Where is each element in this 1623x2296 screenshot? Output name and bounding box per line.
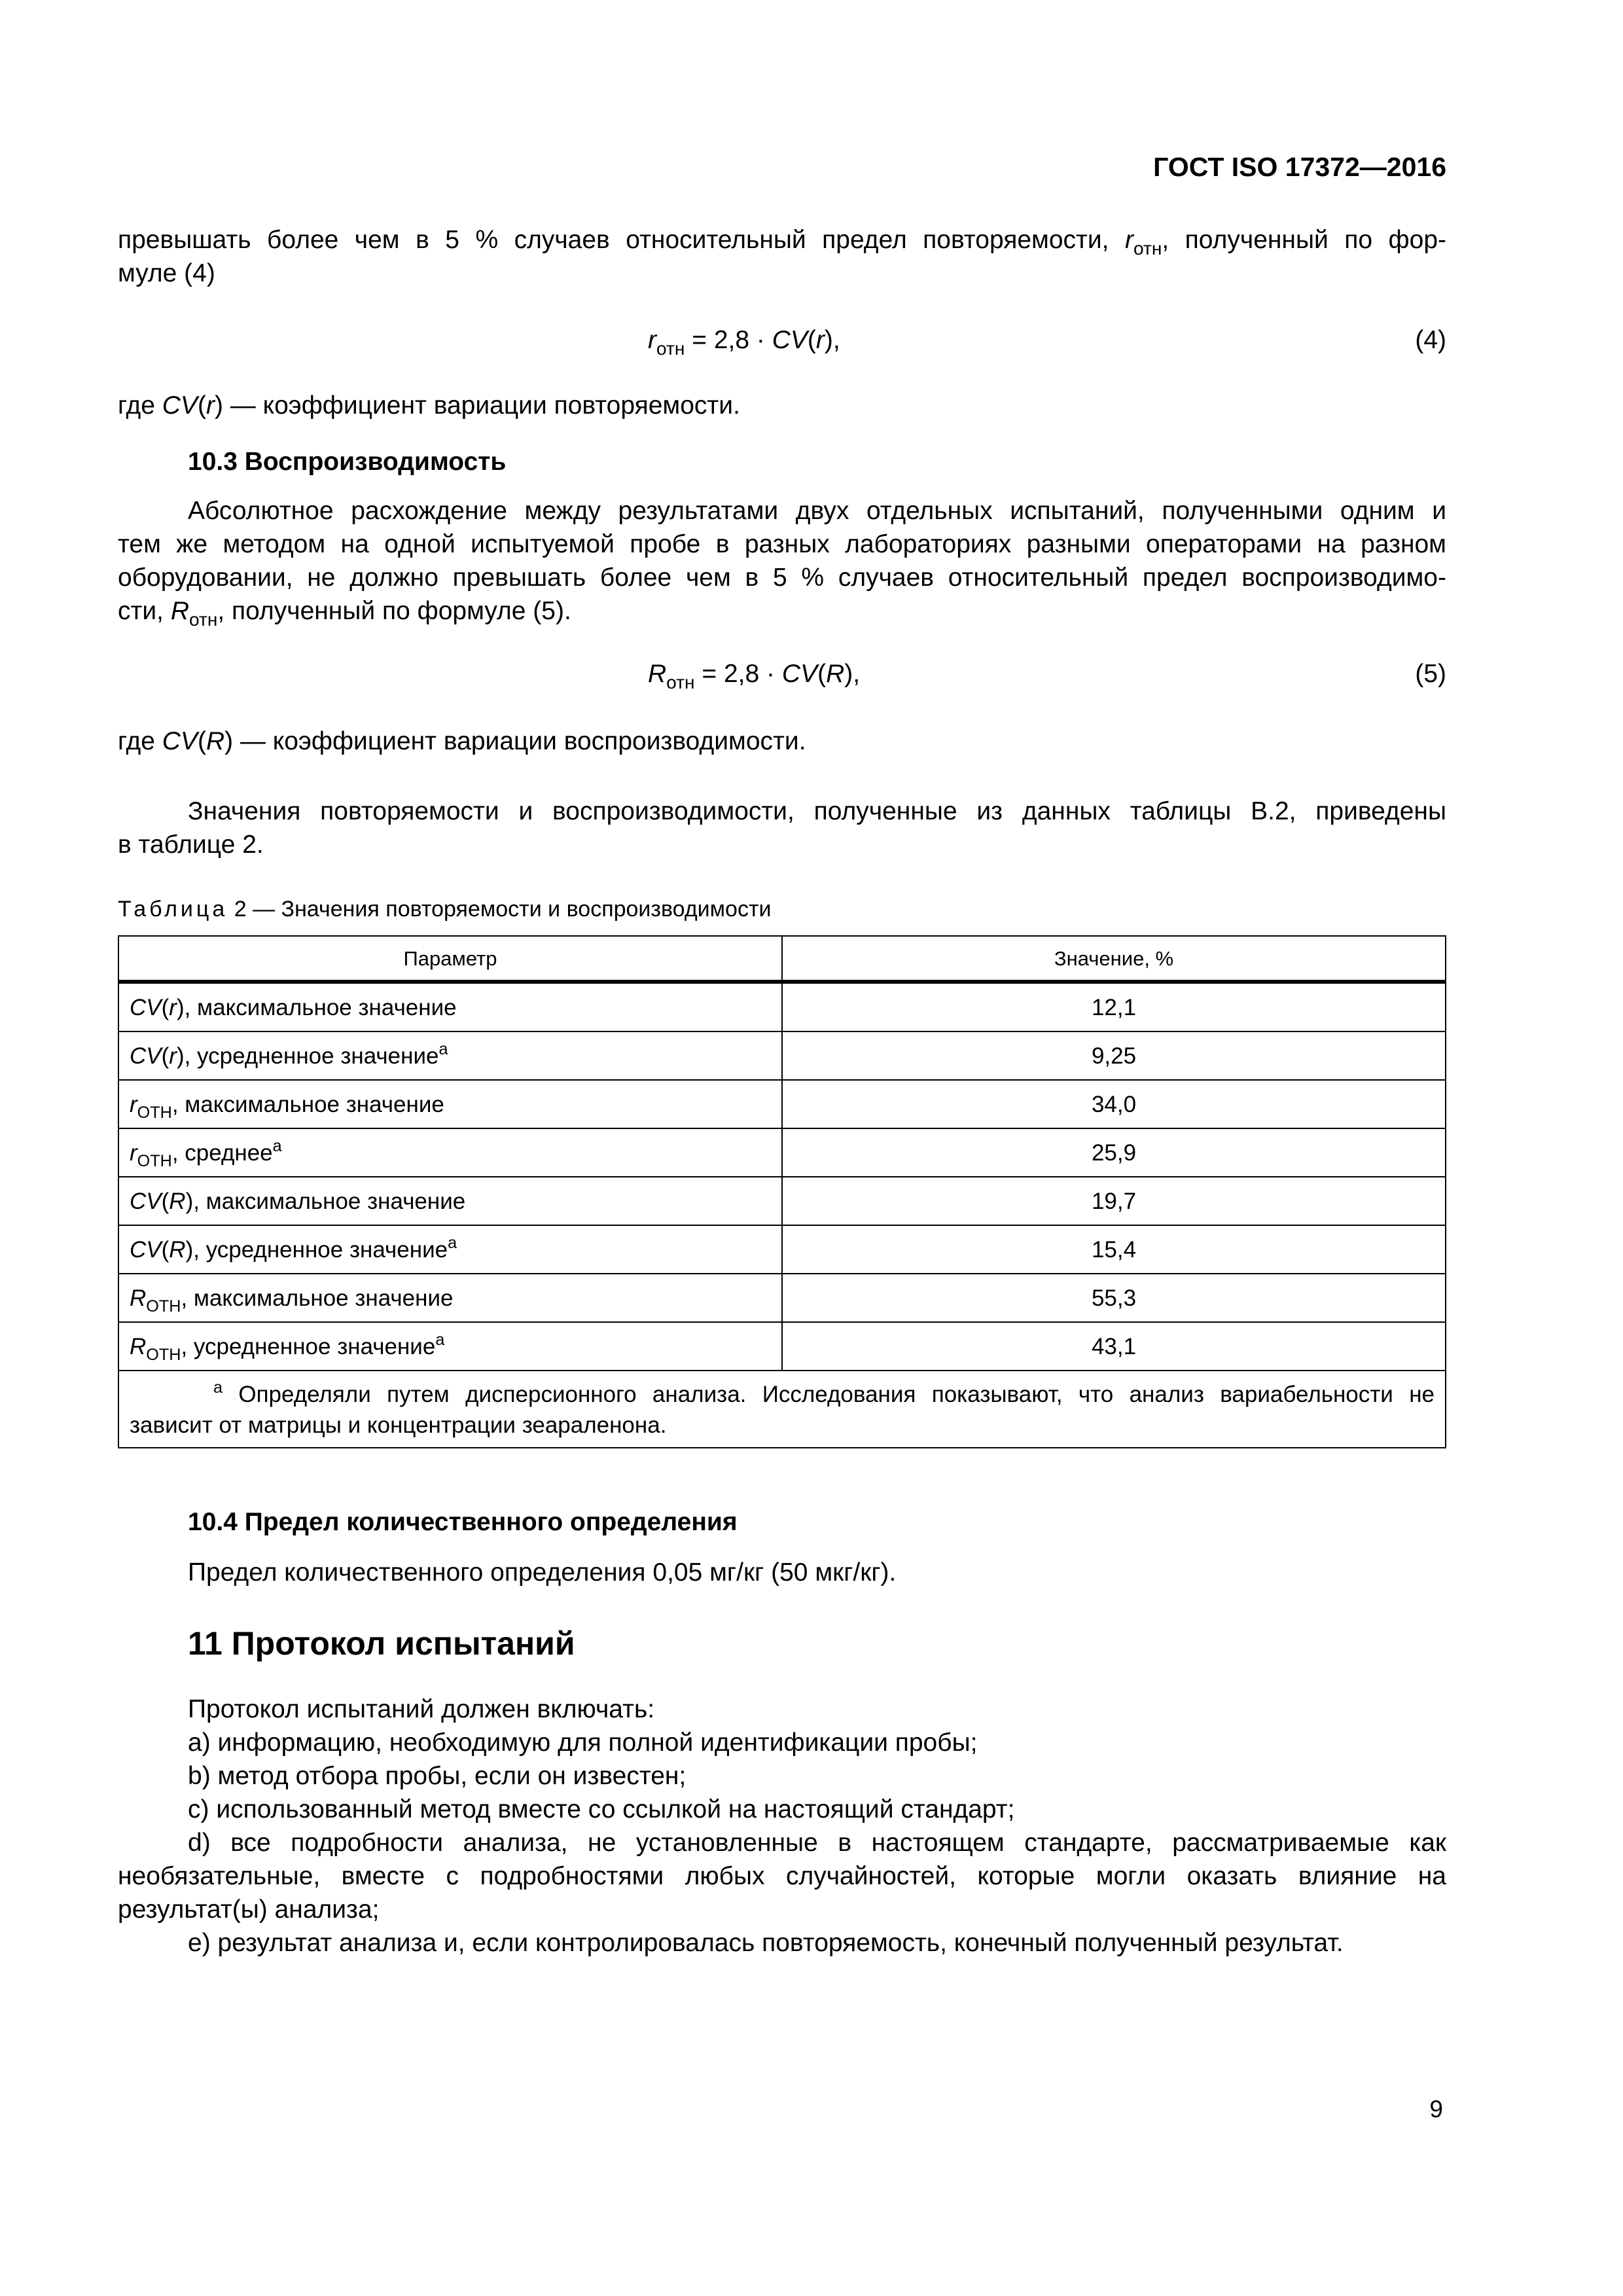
value-cell: 25,9 bbox=[782, 1128, 1446, 1177]
table-row bbox=[118, 1080, 1446, 1128]
where-cv-r: где CV(r) — коэффициент вариации повторяемости. bbox=[118, 391, 740, 420]
param-cell: CV(r), усредненное значение$^a$ bbox=[118, 1031, 782, 1080]
value-cell: 15,4 bbox=[782, 1225, 1446, 1274]
protocol-item-c: c) использованный метод вместе со ссылкой на настоящий стандарт; bbox=[188, 1795, 1015, 1823]
param-cell: $r_{OTH}$, максимальное значение bbox=[118, 1080, 782, 1128]
table-row bbox=[118, 1128, 1446, 1177]
para-10-3-line-1: Абсолютное расхождение между результатами двух отдельных испытаний, полученными одним и bbox=[188, 497, 1446, 525]
table-footnote: $^a$ Определяли путем дисперсионного анализа. Исследования показывают, что анализ вариабельности не зависит от матрицы и концентрации зеараленона. bbox=[118, 1371, 1446, 1448]
param-cell: $R_{OTH}$, максимальное значение bbox=[118, 1274, 782, 1322]
param-cell: CV(R), усредненное значение$^a$ bbox=[118, 1225, 782, 1274]
protocol-item-d-line-3: результат(ы) анализа; bbox=[118, 1895, 380, 1924]
table-row bbox=[118, 1225, 1446, 1274]
value-cell: 55,3 bbox=[782, 1274, 1446, 1322]
column-header-parameter: Параметр bbox=[118, 936, 782, 982]
param-cell: $R_{OTH}$, усредненное значение$^a$ bbox=[118, 1322, 782, 1371]
formula-4-number: (4) bbox=[1415, 326, 1446, 354]
value-cell: 12,1 bbox=[782, 982, 1446, 1031]
para-10-3-line-3: оборудовании, не должно превышать более чем в 5 % случаев относительный предел воспроизводимо- bbox=[118, 564, 1446, 592]
table-row bbox=[118, 1322, 1446, 1371]
formula-4: $r_{отн} = 2,8 \cdot CV(r)$, bbox=[648, 326, 840, 359]
protocol-item-e: e) результат анализа и, если контролировалась повторяемость, конечный полученный результат. bbox=[188, 1929, 1344, 1957]
table-row bbox=[118, 1274, 1446, 1322]
value-cell: 19,7 bbox=[782, 1177, 1446, 1225]
protocol-item-d-line-2: необязательные, вместе с подробностями любых случайностей, которые могли оказать влияние на bbox=[118, 1862, 1446, 1890]
para-10-4: Предел количественного определения 0,05 мг/кг (50 мкг/кг). bbox=[188, 1558, 897, 1587]
table-row bbox=[118, 1031, 1446, 1080]
table-row bbox=[118, 982, 1446, 1031]
intro-line-2: муле (4) bbox=[118, 259, 215, 287]
protocol-item-d-line-1: d) все подробности анализа, не установленные в настоящем стандарте, рассматриваемые как bbox=[188, 1829, 1446, 1857]
protocol-intro: Протокол испытаний должен включать: bbox=[188, 1695, 655, 1723]
param-cell: $r_{OTH}$, среднее$^a$ bbox=[118, 1128, 782, 1177]
protocol-item-a: a) информацию, необходимую для полной идентификации пробы; bbox=[188, 1729, 978, 1757]
para-10-3-line-4: сти, $R_{отн}$, полученный по формуле (5). bbox=[118, 597, 571, 630]
column-header-value: Значение, % bbox=[782, 936, 1446, 982]
param-cell: CV(R), максимальное значение bbox=[118, 1177, 782, 1225]
page-number: 9 bbox=[1429, 2096, 1443, 2123]
values-para-line-1: Значения повторяемости и воспроизводимости, полученные из данных таблицы B.2, приведены bbox=[188, 797, 1446, 825]
table-row bbox=[118, 1177, 1446, 1225]
table-2 bbox=[118, 935, 1446, 1448]
formula-5-number: (5) bbox=[1415, 660, 1446, 688]
value-cell: 9,25 bbox=[782, 1031, 1446, 1080]
para-10-3-line-2: тем же методом на одной испытуемой пробе в разных лабораториях разными операторами на разном bbox=[118, 530, 1446, 558]
value-cell: 43,1 bbox=[782, 1322, 1446, 1371]
table-2-caption: Таблица 2 — Значения повторяемости и воспроизводимости bbox=[118, 897, 772, 922]
standard-code-header: ГОСТ ISO 17372—2016 bbox=[1153, 152, 1446, 182]
where-cv-R: где CV(R) — коэффициент вариации воспроизводимости. bbox=[118, 727, 806, 755]
param-cell: CV(r), максимальное значение bbox=[118, 982, 782, 1031]
table-header-row bbox=[118, 936, 1446, 982]
heading-10-3: 10.3 Воспроизводимость bbox=[188, 448, 507, 476]
formula-5: $R_{отн} = 2,8 \cdot CV(R)$, bbox=[648, 660, 861, 692]
heading-11: 11 Протокол испытаний bbox=[188, 1625, 575, 1662]
protocol-item-b: b) метод отбора пробы, если он известен; bbox=[188, 1762, 687, 1790]
heading-10-4: 10.4 Предел количественного определения bbox=[188, 1508, 738, 1536]
intro-line-1: превышать более чем в 5 % случаев относительный предел повторяемости, $r_{отн}$, полученный по фор- bbox=[118, 226, 1446, 259]
table-footnote-row bbox=[118, 1371, 1446, 1448]
value-cell: 34,0 bbox=[782, 1080, 1446, 1128]
values-para-line-2: в таблице 2. bbox=[118, 831, 264, 859]
